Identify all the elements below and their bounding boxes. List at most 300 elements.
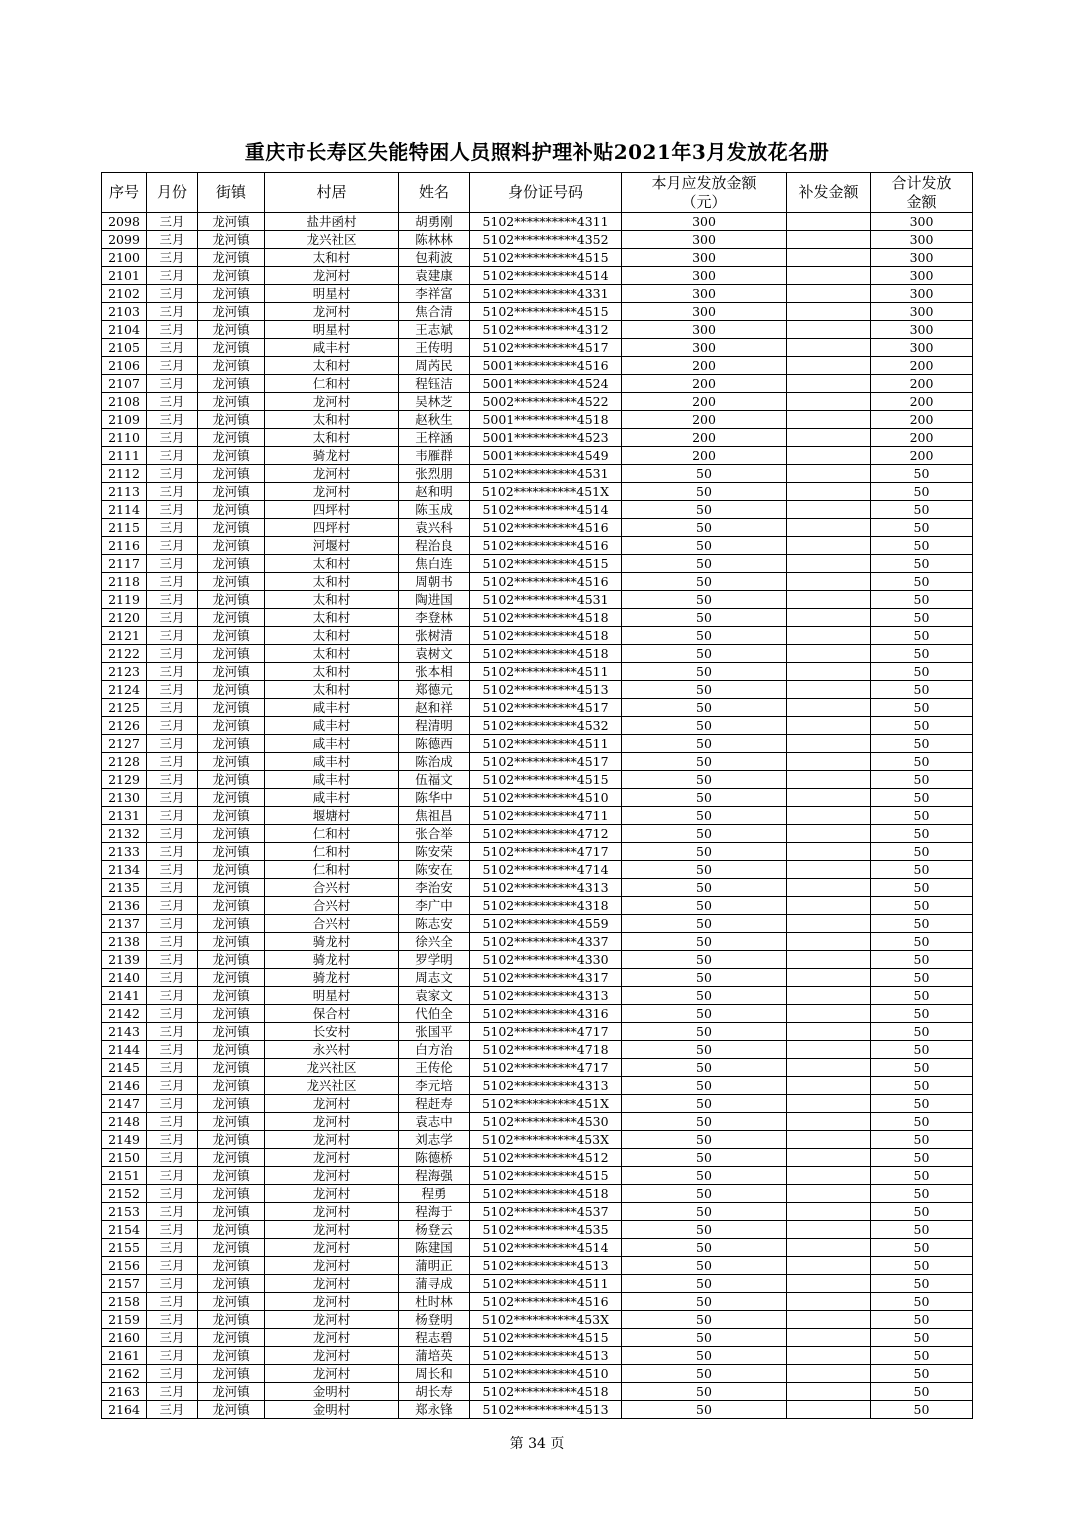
cell-total: 50 (871, 699, 973, 717)
cell-month: 三月 (147, 717, 198, 735)
table-row (102, 447, 973, 465)
cell-village: 太和村 (265, 681, 399, 699)
cell-no: 2149 (102, 1131, 147, 1149)
cell-total: 50 (871, 1329, 973, 1347)
cell-supplement (787, 1059, 871, 1077)
cell-due: 50 (622, 1185, 787, 1203)
cell-supplement (787, 645, 871, 663)
cell-due: 50 (622, 1167, 787, 1185)
cell-month: 三月 (147, 267, 198, 285)
cell-no: 2124 (102, 681, 147, 699)
cell-no: 2147 (102, 1095, 147, 1113)
cell-total: 50 (871, 483, 973, 501)
cell-id: 5102**********4352 (470, 231, 622, 249)
cell-town: 龙河镇 (198, 249, 265, 267)
cell-due: 50 (622, 1149, 787, 1167)
table-row (102, 861, 973, 879)
cell-name: 焦白连 (399, 555, 470, 573)
cell-town: 龙河镇 (198, 1149, 265, 1167)
table-row (102, 321, 973, 339)
cell-month: 三月 (147, 321, 198, 339)
cell-village: 堰塘村 (265, 807, 399, 825)
cell-name: 程志碧 (399, 1329, 470, 1347)
cell-id: 5102**********4337 (470, 933, 622, 951)
header-no: 序号 (102, 173, 147, 213)
cell-id: 5102**********4516 (470, 537, 622, 555)
cell-month: 三月 (147, 537, 198, 555)
cell-total: 50 (871, 987, 973, 1005)
cell-no: 2108 (102, 393, 147, 411)
cell-town: 龙河镇 (198, 537, 265, 555)
cell-name: 周芮民 (399, 357, 470, 375)
cell-month: 三月 (147, 987, 198, 1005)
cell-village: 龙河村 (265, 1257, 399, 1275)
cell-month: 三月 (147, 897, 198, 915)
cell-total: 50 (871, 1131, 973, 1149)
cell-no: 2151 (102, 1167, 147, 1185)
cell-supplement (787, 1077, 871, 1095)
cell-no: 2129 (102, 771, 147, 789)
cell-town: 龙河镇 (198, 1257, 265, 1275)
cell-town: 龙河镇 (198, 231, 265, 249)
table-row (102, 1185, 973, 1203)
header-due-line2: （元） (681, 192, 727, 211)
cell-name: 袁家文 (399, 987, 470, 1005)
cell-total: 50 (871, 1059, 973, 1077)
cell-name: 包莉波 (399, 249, 470, 267)
cell-town: 龙河镇 (198, 501, 265, 519)
cell-due: 50 (622, 465, 787, 483)
cell-total: 50 (871, 915, 973, 933)
cell-id: 5001**********4523 (470, 429, 622, 447)
cell-name: 胡长寿 (399, 1383, 470, 1401)
cell-month: 三月 (147, 285, 198, 303)
cell-village: 咸丰村 (265, 735, 399, 753)
table-row (102, 285, 973, 303)
cell-town: 龙河镇 (198, 519, 265, 537)
cell-name: 李治安 (399, 879, 470, 897)
header-total (871, 173, 973, 213)
cell-due: 300 (622, 231, 787, 249)
cell-town: 龙河镇 (198, 771, 265, 789)
table-row (102, 213, 973, 231)
cell-total: 300 (871, 249, 973, 267)
cell-month: 三月 (147, 789, 198, 807)
cell-month: 三月 (147, 1167, 198, 1185)
table-row (102, 699, 973, 717)
cell-total: 50 (871, 753, 973, 771)
cell-name: 郑永锋 (399, 1401, 470, 1419)
cell-due: 50 (622, 933, 787, 951)
cell-no: 2139 (102, 951, 147, 969)
table-row (102, 231, 973, 249)
cell-month: 三月 (147, 681, 198, 699)
cell-due: 50 (622, 1383, 787, 1401)
table-row (102, 1023, 973, 1041)
cell-supplement (787, 969, 871, 987)
cell-village: 龙河村 (265, 1365, 399, 1383)
cell-name: 白方治 (399, 1041, 470, 1059)
cell-id: 5102**********4512 (470, 1149, 622, 1167)
cell-id: 5102**********4537 (470, 1203, 622, 1221)
cell-name: 杨登明 (399, 1311, 470, 1329)
table-row (102, 1005, 973, 1023)
cell-month: 三月 (147, 861, 198, 879)
cell-supplement (787, 555, 871, 573)
cell-due: 50 (622, 951, 787, 969)
cell-supplement (787, 1185, 871, 1203)
cell-name: 徐兴全 (399, 933, 470, 951)
cell-name: 李登林 (399, 609, 470, 627)
cell-no: 2157 (102, 1275, 147, 1293)
cell-total: 50 (871, 627, 973, 645)
cell-due: 50 (622, 573, 787, 591)
cell-name: 周朝书 (399, 573, 470, 591)
table-row (102, 393, 973, 411)
cell-supplement (787, 1365, 871, 1383)
cell-town: 龙河镇 (198, 861, 265, 879)
table-row (102, 1329, 973, 1347)
cell-town: 龙河镇 (198, 825, 265, 843)
cell-no: 2141 (102, 987, 147, 1005)
cell-month: 三月 (147, 501, 198, 519)
cell-id: 5102**********4514 (470, 1239, 622, 1257)
table-row (102, 1113, 973, 1131)
cell-village: 龙河村 (265, 1095, 399, 1113)
cell-village: 龙兴社区 (265, 1059, 399, 1077)
cell-id: 5102**********4331 (470, 285, 622, 303)
cell-due: 50 (622, 1365, 787, 1383)
cell-total: 50 (871, 1401, 973, 1419)
cell-supplement (787, 807, 871, 825)
cell-supplement (787, 1023, 871, 1041)
cell-id: 5102**********4513 (470, 1347, 622, 1365)
cell-town: 龙河镇 (198, 411, 265, 429)
cell-village: 合兴村 (265, 915, 399, 933)
cell-town: 龙河镇 (198, 555, 265, 573)
cell-town: 龙河镇 (198, 1383, 265, 1401)
cell-due: 50 (622, 519, 787, 537)
cell-total: 50 (871, 663, 973, 681)
cell-month: 三月 (147, 1293, 198, 1311)
cell-id: 5102**********4518 (470, 645, 622, 663)
cell-supplement (787, 987, 871, 1005)
cell-village: 太和村 (265, 249, 399, 267)
cell-id: 5102**********4516 (470, 573, 622, 591)
cell-town: 龙河镇 (198, 933, 265, 951)
cell-village: 咸丰村 (265, 699, 399, 717)
cell-supplement (787, 1131, 871, 1149)
table-row (102, 753, 973, 771)
cell-village: 太和村 (265, 591, 399, 609)
header-month: 月份 (147, 173, 198, 213)
table-row (102, 303, 973, 321)
cell-village: 龙河村 (265, 1221, 399, 1239)
cell-total: 50 (871, 537, 973, 555)
cell-town: 龙河镇 (198, 969, 265, 987)
cell-total: 50 (871, 843, 973, 861)
cell-month: 三月 (147, 1077, 198, 1095)
cell-village: 龙河村 (265, 1275, 399, 1293)
cell-due: 50 (622, 969, 787, 987)
cell-total: 50 (871, 969, 973, 987)
cell-name: 陈玉成 (399, 501, 470, 519)
table-row (102, 933, 973, 951)
cell-town: 龙河镇 (198, 429, 265, 447)
cell-month: 三月 (147, 1347, 198, 1365)
cell-village: 龙河村 (265, 393, 399, 411)
cell-due: 50 (622, 483, 787, 501)
cell-total: 300 (871, 339, 973, 357)
cell-town: 龙河镇 (198, 681, 265, 699)
cell-id: 5102**********4531 (470, 591, 622, 609)
cell-name: 蒲培英 (399, 1347, 470, 1365)
cell-due: 50 (622, 1311, 787, 1329)
cell-name: 程海强 (399, 1167, 470, 1185)
cell-town: 龙河镇 (198, 843, 265, 861)
table-row (102, 735, 973, 753)
cell-village: 咸丰村 (265, 339, 399, 357)
table-row (102, 1365, 973, 1383)
cell-id: 5102**********4516 (470, 1293, 622, 1311)
cell-total: 50 (871, 1203, 973, 1221)
cell-due: 300 (622, 249, 787, 267)
cell-total: 50 (871, 1275, 973, 1293)
cell-no: 2105 (102, 339, 147, 357)
cell-name: 陶进国 (399, 591, 470, 609)
cell-month: 三月 (147, 915, 198, 933)
cell-total: 50 (871, 1293, 973, 1311)
table-row (102, 645, 973, 663)
cell-village: 明星村 (265, 987, 399, 1005)
table-row (102, 591, 973, 609)
cell-supplement (787, 249, 871, 267)
header-due-amount (622, 173, 787, 213)
cell-month: 三月 (147, 357, 198, 375)
cell-town: 龙河镇 (198, 1167, 265, 1185)
cell-due: 50 (622, 1221, 787, 1239)
cell-name: 李元培 (399, 1077, 470, 1095)
cell-name: 赵和明 (399, 483, 470, 501)
cell-town: 龙河镇 (198, 663, 265, 681)
cell-month: 三月 (147, 591, 198, 609)
cell-due: 200 (622, 447, 787, 465)
cell-total: 50 (871, 717, 973, 735)
cell-total: 50 (871, 1005, 973, 1023)
cell-town: 龙河镇 (198, 609, 265, 627)
cell-total: 50 (871, 1239, 973, 1257)
cell-village: 咸丰村 (265, 789, 399, 807)
cell-due: 50 (622, 1113, 787, 1131)
cell-name: 蒲明正 (399, 1257, 470, 1275)
cell-no: 2161 (102, 1347, 147, 1365)
cell-id: 5102**********4313 (470, 1077, 622, 1095)
table-row (102, 1131, 973, 1149)
cell-town: 龙河镇 (198, 339, 265, 357)
cell-no: 2118 (102, 573, 147, 591)
table-row (102, 1041, 973, 1059)
cell-village: 河堰村 (265, 537, 399, 555)
cell-name: 吴林芝 (399, 393, 470, 411)
table-row (102, 807, 973, 825)
cell-supplement (787, 879, 871, 897)
cell-total: 50 (871, 933, 973, 951)
cell-month: 三月 (147, 771, 198, 789)
cell-id: 5102**********4711 (470, 807, 622, 825)
cell-no: 2155 (102, 1239, 147, 1257)
cell-village: 仁和村 (265, 825, 399, 843)
cell-village: 保合村 (265, 1005, 399, 1023)
table-row (102, 1077, 973, 1095)
table-row (102, 1221, 973, 1239)
cell-supplement (787, 1293, 871, 1311)
cell-total: 50 (871, 861, 973, 879)
cell-no: 2160 (102, 1329, 147, 1347)
cell-month: 三月 (147, 1311, 198, 1329)
cell-no: 2164 (102, 1401, 147, 1419)
cell-id: 5102**********4515 (470, 249, 622, 267)
cell-town: 龙河镇 (198, 879, 265, 897)
cell-total: 50 (871, 609, 973, 627)
cell-supplement (787, 1383, 871, 1401)
cell-id: 5102**********4313 (470, 879, 622, 897)
cell-village: 明星村 (265, 285, 399, 303)
cell-due: 200 (622, 357, 787, 375)
cell-name: 赵和祥 (399, 699, 470, 717)
cell-total: 50 (871, 879, 973, 897)
cell-total: 50 (871, 1347, 973, 1365)
cell-supplement (787, 789, 871, 807)
cell-no: 2114 (102, 501, 147, 519)
cell-due: 50 (622, 1023, 787, 1041)
cell-supplement (787, 1041, 871, 1059)
cell-id: 5102**********4517 (470, 753, 622, 771)
cell-name: 杨登云 (399, 1221, 470, 1239)
cell-town: 龙河镇 (198, 699, 265, 717)
cell-due: 50 (622, 897, 787, 915)
table-row (102, 825, 973, 843)
cell-total: 50 (871, 1167, 973, 1185)
cell-village: 龙河村 (265, 303, 399, 321)
cell-month: 三月 (147, 1383, 198, 1401)
cell-supplement (787, 411, 871, 429)
cell-town: 龙河镇 (198, 1239, 265, 1257)
cell-no: 2148 (102, 1113, 147, 1131)
cell-due: 300 (622, 267, 787, 285)
cell-village: 太和村 (265, 429, 399, 447)
cell-town: 龙河镇 (198, 1329, 265, 1347)
cell-month: 三月 (147, 1239, 198, 1257)
cell-id: 5102**********4317 (470, 969, 622, 987)
cell-no: 2100 (102, 249, 147, 267)
cell-name: 张本相 (399, 663, 470, 681)
cell-id: 5102**********4312 (470, 321, 622, 339)
cell-no: 2125 (102, 699, 147, 717)
cell-village: 永兴村 (265, 1041, 399, 1059)
cell-due: 50 (622, 1329, 787, 1347)
cell-month: 三月 (147, 213, 198, 231)
cell-month: 三月 (147, 933, 198, 951)
cell-total: 300 (871, 213, 973, 231)
cell-total: 200 (871, 357, 973, 375)
cell-village: 四坪村 (265, 519, 399, 537)
cell-no: 2101 (102, 267, 147, 285)
cell-no: 2144 (102, 1041, 147, 1059)
header-village: 村居 (265, 173, 399, 213)
cell-id: 5102**********4518 (470, 609, 622, 627)
cell-id: 5102**********451X (470, 1095, 622, 1113)
cell-month: 三月 (147, 807, 198, 825)
cell-no: 2112 (102, 465, 147, 483)
cell-id: 5102**********4515 (470, 303, 622, 321)
cell-name: 代伯全 (399, 1005, 470, 1023)
cell-id: 5102**********4510 (470, 1365, 622, 1383)
cell-id: 5102**********4518 (470, 627, 622, 645)
cell-name: 袁建康 (399, 267, 470, 285)
cell-village: 太和村 (265, 555, 399, 573)
cell-total: 50 (871, 591, 973, 609)
cell-village: 龙河村 (265, 1167, 399, 1185)
cell-town: 龙河镇 (198, 1365, 265, 1383)
cell-name: 程钰洁 (399, 375, 470, 393)
table-row (102, 987, 973, 1005)
cell-supplement (787, 681, 871, 699)
cell-due: 50 (622, 1257, 787, 1275)
cell-due: 50 (622, 879, 787, 897)
cell-town: 龙河镇 (198, 1185, 265, 1203)
cell-due: 50 (622, 501, 787, 519)
table-row (102, 1059, 973, 1077)
cell-name: 程勇 (399, 1185, 470, 1203)
cell-town: 龙河镇 (198, 1131, 265, 1149)
cell-total: 50 (871, 519, 973, 537)
cell-village: 龙河村 (265, 1149, 399, 1167)
cell-id: 5102**********4517 (470, 699, 622, 717)
table-row (102, 1383, 973, 1401)
cell-id: 5102**********4511 (470, 735, 622, 753)
roster-body (102, 213, 973, 1419)
cell-village: 太和村 (265, 573, 399, 591)
cell-id: 5102**********4531 (470, 465, 622, 483)
cell-month: 三月 (147, 663, 198, 681)
cell-name: 袁树文 (399, 645, 470, 663)
cell-total: 50 (871, 1113, 973, 1131)
cell-month: 三月 (147, 429, 198, 447)
cell-due: 50 (622, 753, 787, 771)
cell-village: 龙河村 (265, 267, 399, 285)
cell-id: 5102**********4514 (470, 267, 622, 285)
cell-name: 程海于 (399, 1203, 470, 1221)
cell-supplement (787, 591, 871, 609)
cell-no: 2106 (102, 357, 147, 375)
cell-supplement (787, 1329, 871, 1347)
table-row (102, 897, 973, 915)
cell-due: 300 (622, 321, 787, 339)
cell-town: 龙河镇 (198, 447, 265, 465)
cell-due: 200 (622, 375, 787, 393)
cell-due: 50 (622, 1401, 787, 1419)
cell-no: 2156 (102, 1257, 147, 1275)
cell-month: 三月 (147, 1041, 198, 1059)
cell-due: 50 (622, 537, 787, 555)
cell-month: 三月 (147, 303, 198, 321)
cell-town: 龙河镇 (198, 375, 265, 393)
cell-due: 50 (622, 1131, 787, 1149)
cell-supplement (787, 609, 871, 627)
table-row (102, 429, 973, 447)
table-row (102, 1311, 973, 1329)
cell-village: 龙河村 (265, 1185, 399, 1203)
